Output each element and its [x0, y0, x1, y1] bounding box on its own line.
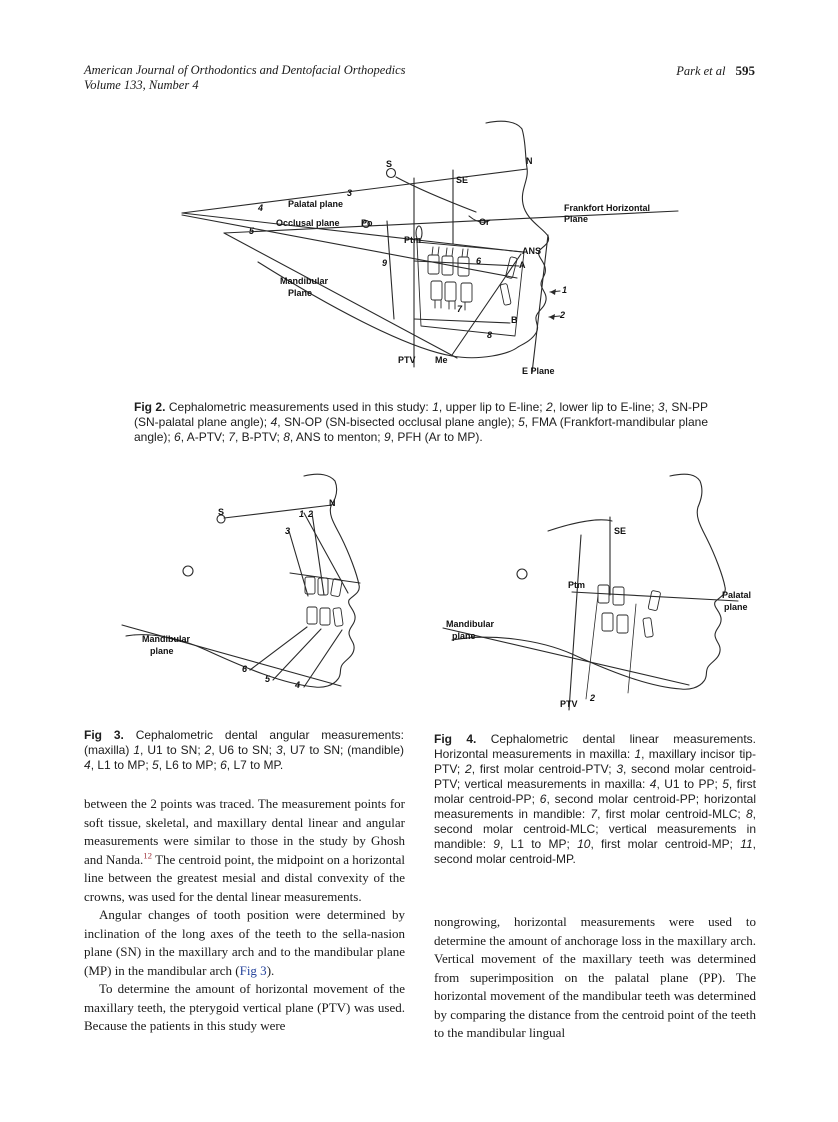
- figure-label-8: 8: [487, 330, 493, 340]
- text-segment: between the 2 points was traced. The measurement points for soft tissue, skeletal, and maxillary dental linear and angular measurements were similar to those in the study by Ghosh and Nanda.: [84, 796, 405, 867]
- text-segment: Fig 3.: [84, 728, 136, 742]
- text-segment: 2: [546, 400, 553, 414]
- text-segment: , ANS to menton;: [289, 430, 384, 444]
- figure-label-or: Or: [479, 217, 490, 227]
- text-segment: 9: [493, 837, 500, 851]
- text-segment: 1: [133, 743, 141, 757]
- text-segment: 8: [745, 807, 753, 821]
- figure-label-ptm: Ptm: [568, 580, 586, 590]
- text-segment: , U1 to SN;: [140, 743, 205, 757]
- figure-2-caption: [134, 400, 708, 445]
- text-segment: , first molar centroid-MP;: [590, 837, 741, 851]
- text-segment: 7: [228, 430, 235, 444]
- text-segment: , U6 to SN;: [211, 743, 276, 757]
- text-segment: 11: [740, 837, 753, 851]
- text-segment: The centroid point, the midpoint on a horizontal line between the greatest mesial and distal convexity of the crowns, was used for the dental linear measurements.: [84, 851, 405, 904]
- paragraph: [434, 913, 756, 1043]
- text-segment: , PFH (Ar to MP).: [390, 430, 483, 444]
- text-segment: , B-PTV;: [234, 430, 284, 444]
- figure-label-se: SE: [456, 175, 469, 185]
- text-segment: , first molar centroid-PP;: [434, 777, 757, 806]
- text-segment: , SN-PP (SN-palatal plane angle);: [134, 400, 709, 429]
- figure-label-frankfort-horizontal: Frankfort Horizontal: [564, 203, 651, 213]
- text-segment: , lower lip to E-line;: [552, 400, 658, 414]
- figure-label-3: 3: [285, 526, 291, 536]
- text-segment: 3: [275, 743, 283, 757]
- figure-label-se: SE: [614, 526, 627, 536]
- text-segment: , first molar centroid-PTV;: [471, 762, 617, 776]
- authors: Park et al: [676, 64, 726, 78]
- text-segment: 1: [634, 747, 642, 761]
- text-segment: , FMA (Frankfort-mandibular plane angle);: [134, 415, 708, 444]
- text-segment: , second molar centroid-PP; horizontal measurements in mandible:: [434, 792, 756, 821]
- text-segment: , L7 to MP.: [226, 758, 284, 772]
- text-segment: 10: [577, 837, 591, 851]
- figure-3-caption: [84, 728, 404, 773]
- figure-2: [170, 120, 690, 395]
- figure-label-mandibular: Mandibular: [280, 276, 329, 286]
- figure-label-ptv: PTV: [398, 355, 416, 365]
- figure-label-me: Me: [435, 355, 448, 365]
- paragraph: [84, 906, 405, 980]
- figure-label-4: 4: [295, 680, 301, 690]
- figure-label-plane: Plane: [288, 288, 313, 298]
- figure-label-4: 4: [258, 203, 264, 213]
- text-segment: nongrowing, horizontal measurements were used to determine the amount of anchorage loss in the maxillary arch. Vertical movement of the maxillary teeth was determined from superimposition on the palatal plane (PP). The horizontal movement of the mandibular teeth was determined by comparing the distance from the centroid point of the teeth to the mandibular lingual: [434, 914, 757, 1040]
- text-segment: 2: [204, 743, 212, 757]
- text-segment: Cephalometric dental angular measurements: (maxilla): [84, 728, 405, 757]
- figure-label-ptm: Ptm: [404, 235, 422, 245]
- text-segment: , second molar centroid-MP.: [434, 837, 756, 866]
- figure-label-6: 6: [476, 256, 482, 266]
- figure-4-labels: [430, 473, 770, 725]
- figure-label-b: B: [511, 315, 518, 325]
- text-segment: , maxillary incisor tip-PTV;: [434, 747, 756, 776]
- text-segment: 4: [649, 777, 657, 791]
- figure-label-ans: ANS: [522, 246, 542, 256]
- figure-label-a: A: [519, 260, 526, 270]
- figure-label-2: 2: [560, 310, 566, 320]
- figure-3-link[interactable]: Fig 3: [239, 962, 267, 978]
- journal-title: American Journal of Orthodontics and Dentofacial Orthopedics: [84, 63, 406, 77]
- text-segment: 4: [270, 415, 278, 429]
- paragraph: [84, 980, 405, 1036]
- text-segment: To determine the amount of horizontal movement of the maxillary teeth, the pterygoid vertical plane (PTV) was used. Because the patients in this study were: [84, 981, 405, 1033]
- figure-label-occlusal-plane: Occlusal plane: [276, 218, 340, 228]
- figure-label-palatal: Palatal: [722, 590, 752, 600]
- text-segment: 5: [152, 758, 159, 772]
- text-segment: Angular changes of tooth position were determined by inclination of the long axes of the teeth to the sella-nasion plane (SN) in the maxillary arch and to the mandibular plane (MP) in the mandibular arch (: [84, 907, 405, 978]
- text-segment: ).: [266, 962, 275, 978]
- text-segment: , L6 to MP;: [158, 758, 221, 772]
- text-segment: , L1 to MP;: [90, 758, 153, 772]
- page-number: 595: [735, 63, 755, 78]
- figure-label-9: 9: [382, 258, 388, 268]
- text-segment: 5: [722, 777, 729, 791]
- paragraph: [84, 795, 405, 906]
- text-segment: , second molar centroid-PTV; vertical measurements in maxilla:: [434, 762, 757, 791]
- text-segment: , first molar centroid-MLC;: [597, 807, 746, 821]
- text-segment: 7: [590, 807, 598, 821]
- text-column-left: [84, 795, 405, 1036]
- journal-issue: Volume 133, Number 4: [84, 78, 199, 92]
- journal-info: [84, 63, 406, 93]
- figure-label-6: 6: [242, 664, 248, 674]
- text-segment: 6: [220, 758, 227, 772]
- text-segment: 6: [174, 430, 181, 444]
- figure-label-n: N: [526, 156, 533, 166]
- figure-label-plane: Plane: [564, 214, 589, 224]
- text-segment: , upper lip to E-line;: [438, 400, 547, 414]
- figure-3-labels: [108, 473, 398, 717]
- text-segment: , U1 to PP;: [656, 777, 723, 791]
- figure-label-2: 2: [308, 509, 314, 519]
- running-head: [676, 63, 755, 79]
- figure-label-e-plane: E Plane: [522, 366, 555, 376]
- figure-label-7: 7: [457, 304, 463, 314]
- text-segment: Cephalometric measurements used in this study:: [168, 400, 433, 414]
- text-segment: , A-PTV;: [180, 430, 229, 444]
- page-header: [84, 63, 755, 93]
- text-segment: 4: [84, 758, 91, 772]
- figure-label-ptv: PTV: [560, 699, 578, 709]
- text-segment: 8: [283, 430, 290, 444]
- figure-2-labels: [170, 120, 690, 395]
- text-column-right: [434, 913, 756, 1043]
- figure-3: [108, 473, 398, 717]
- figure-label-mandibular: Mandibular: [142, 634, 191, 644]
- figure-4: [430, 473, 770, 725]
- figure-label-1: 1: [299, 509, 305, 519]
- figure-label-s: S: [218, 507, 225, 517]
- figure-label-palatal-plane: Palatal plane: [288, 199, 344, 209]
- figure-label-plane: plane: [724, 602, 748, 612]
- figure-label-2: 2: [590, 693, 596, 703]
- figure-4-caption: [434, 732, 756, 867]
- figure-label-mandibular: Mandibular: [446, 619, 495, 629]
- text-segment: 3: [657, 400, 665, 414]
- figure-label-5: 5: [249, 226, 255, 236]
- text-segment: 6: [539, 792, 547, 806]
- figure-label-n: N: [329, 498, 336, 508]
- text-segment: Cephalometric dental linear measurements. Horizontal measurements in maxilla:: [434, 732, 757, 761]
- figure-label-1: 1: [562, 285, 568, 295]
- reference-12-link[interactable]: 12: [143, 850, 153, 861]
- figure-label-plane: plane: [452, 631, 476, 641]
- text-segment: 5: [518, 415, 525, 429]
- text-segment: , L1 to MP;: [499, 837, 578, 851]
- text-segment: 9: [383, 430, 391, 444]
- text-segment: , SN-OP (SN-bisected occlusal plane angle);: [277, 415, 519, 429]
- figure-label-plane: plane: [150, 646, 174, 656]
- text-segment: 2: [465, 762, 472, 776]
- figure-label-3: 3: [347, 188, 353, 198]
- text-segment: , U7 to SN; (mandible): [282, 743, 404, 757]
- text-segment: Fig 4.: [434, 732, 491, 746]
- figure-label-5: 5: [265, 674, 271, 684]
- text-segment: 3: [616, 762, 623, 776]
- text-segment: , second molar centroid-MLC; vertical measurements in mandible:: [434, 807, 756, 851]
- figure-label-s: S: [386, 159, 393, 169]
- text-segment: 1: [432, 400, 439, 414]
- text-segment: Fig 2.: [134, 400, 169, 414]
- figure-label-po: Po: [361, 218, 373, 228]
